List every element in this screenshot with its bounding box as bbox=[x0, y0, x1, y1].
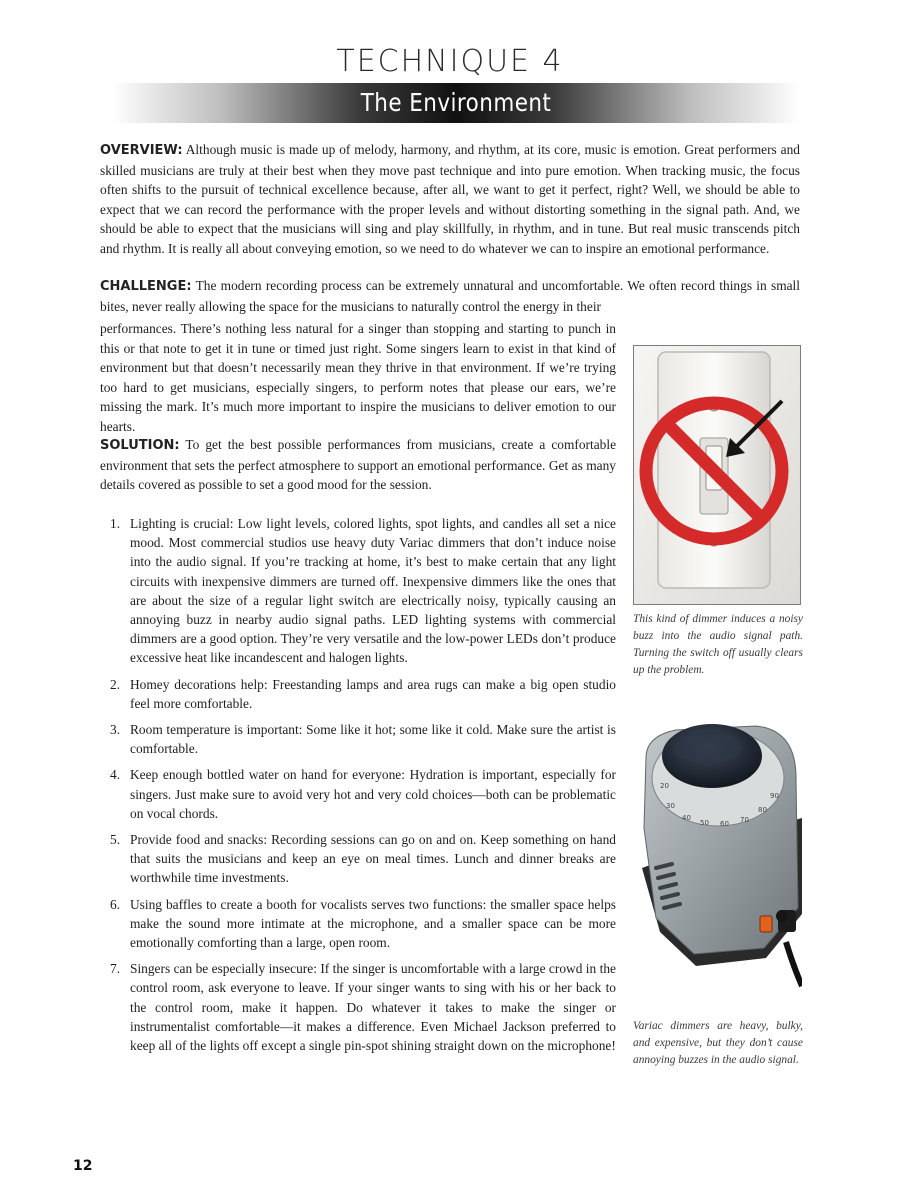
solution-paragraph bbox=[100, 435, 616, 495]
svg-text:50: 50 bbox=[700, 819, 709, 827]
svg-text:70: 70 bbox=[740, 816, 749, 824]
page-number: 12 bbox=[73, 1158, 93, 1174]
overview-paragraph bbox=[100, 140, 800, 258]
list-item-text: Keep enough bottled water on hand for everyone: Hydration is important, especially for singers. Just make sure to avoid very hot and very cold choices—both can be problematic on vocal chords. bbox=[130, 767, 616, 821]
tips-list bbox=[100, 514, 616, 1062]
list-item bbox=[100, 895, 616, 953]
list-item-number: 6. bbox=[110, 896, 121, 912]
list-item-number: 4. bbox=[110, 767, 121, 783]
list-item bbox=[100, 675, 616, 713]
list-item-number: 3. bbox=[110, 722, 121, 738]
list-item bbox=[100, 720, 616, 758]
svg-text:40: 40 bbox=[682, 814, 691, 822]
svg-text:90: 90 bbox=[770, 792, 779, 800]
dimmer-switch-illustration bbox=[634, 346, 800, 604]
page-title: The Environment bbox=[360, 88, 552, 117]
list-item-text: Provide food and snacks: Recording sessions can go on and on. Keep something on hand that suits the musicians and keep an eye on meal times. Lunch and dinner breaks are worthwhile time investments. bbox=[130, 832, 616, 886]
list-item-text: Room temperature is important: Some like it hot; some like it cold. Make sure the artist is comfortable. bbox=[130, 722, 616, 757]
list-item bbox=[100, 514, 616, 668]
challenge-paragraph-continued bbox=[100, 319, 616, 436]
variac-switch bbox=[760, 916, 772, 932]
list-item-text: Lighting is crucial: Low light levels, colored lights, spot lights, and candles all set a nice mood. Most commercial studios use heavy duty Variac dimmers that don’t induce noise into the audio signal. If you’re tracking at home, it’s best to make certain that any light circuits with inexpensive dimmers are turned off. Inexpensive dimmers like the ones that are about the size of a regular light switch are electrically noisy, typically causing an annoying buzz in nearby audio signal paths. LED lighting systems with commercial dimmers are a good option. They’re very versatile and the low-power LEDs don’t produce excessive heat like incandescent and halogen lights. bbox=[130, 516, 616, 666]
solution-text: To get the best possible performances from musicians, create a comfortable environment that sets the perfect atmosphere to support an emotional performance. Get as many details covered as possible to set a good mood for the session. bbox=[100, 437, 617, 492]
list-item bbox=[100, 959, 616, 1055]
challenge-text-rest: performances. There’s nothing less natural for a singer than stopping and starting to punch in this or that note to get it in tune or timed just right. Some singers learn to exist in that kind of environment but that doesn’t necessarily mean they thrive in that environment. If we’re trying too hard to get musicians, especially singers, to perform notes that please our ears, we’re missing the mark. It’s much more important to inspire the musicians to deliver emotion to our hearts. bbox=[100, 321, 616, 434]
technique-number: TECHNIQUE 4 bbox=[336, 44, 564, 79]
variac-photo-caption: Variac dimmers are heavy, bulky, and expensive, but they don’t cause annoying buzzes in the audio signal. bbox=[633, 1020, 803, 1066]
list-item-text: Singers can be especially insecure: If the singer is uncomfortable with a large crowd in the control room, ask everyone to leave. If your singer wants to sing with his or her back to the control room, make it happen. Do whatever it takes to make the singer or instrumentalist comfortable—it makes a difference. Even Michael Jackson preferred to keep all of the lights off except a single pin-spot shining straight down on the microphone! bbox=[130, 961, 616, 1054]
dimmer-photo-caption: This kind of dimmer induces a noisy buzz into the audio signal path. Turning the switch off usually clears up the problem. bbox=[633, 613, 803, 676]
challenge-text-top: The modern recording process can be extremely unnatural and uncomfortable. We often record things in small bites, never really allowing the space for the musicians to naturally control the energy in their bbox=[100, 278, 800, 314]
list-item-text: Using baffles to create a booth for vocalists serves two functions: the smaller space helps make the sound more intimate at the microphone, and a smaller space can be more emotionally comforting than a large, open room. bbox=[130, 896, 616, 951]
overview-label: OVERVIEW: bbox=[100, 143, 183, 158]
list-item-number: 5. bbox=[110, 832, 121, 848]
svg-text:80: 80 bbox=[758, 806, 767, 814]
title-banner bbox=[112, 83, 800, 123]
dimmer-switch-photo bbox=[633, 345, 801, 605]
svg-text:60: 60 bbox=[720, 820, 729, 828]
list-item-text: Homey decorations help: Freestanding lamps and area rugs can make a big open studio feel more comfortable. bbox=[130, 676, 616, 711]
variac-fuse bbox=[776, 910, 788, 922]
overview-text: Although music is made up of melody, harmony, and rhythm, at its core, music is emotion. Great performers and skilled musicians are truly at their best when they move past technique and into pure emotion. When tracking music, the focus often shifts to the pursuit of technical excellence because, after all, we want to get it perfect, right? Well, we should be able to expect that we can record the performance with the proper levels and without distorting something in the signal path. And, we should be able to expect that the musicians will sing and play skillfully, in rhythm, and in tune. But real music transcends pitch and rhythm. It is really all about conveying emotion, so we need to do whatever we can to inspire an emotional performance. bbox=[100, 142, 801, 256]
list-item bbox=[100, 765, 616, 823]
list-item bbox=[100, 830, 616, 888]
list-item-number: 7. bbox=[110, 961, 121, 977]
svg-text:20: 20 bbox=[660, 782, 669, 790]
list-item-number: 1. bbox=[110, 516, 121, 531]
solution-label: SOLUTION: bbox=[100, 438, 180, 453]
challenge-label: CHALLENGE: bbox=[100, 279, 192, 294]
power-cord bbox=[786, 942, 802, 986]
list-item-number: 2. bbox=[110, 676, 121, 692]
variac-dimmer-photo bbox=[636, 718, 802, 1000]
challenge-paragraph bbox=[100, 276, 800, 316]
variac-illustration bbox=[636, 718, 802, 1000]
svg-text:30: 30 bbox=[666, 802, 675, 810]
